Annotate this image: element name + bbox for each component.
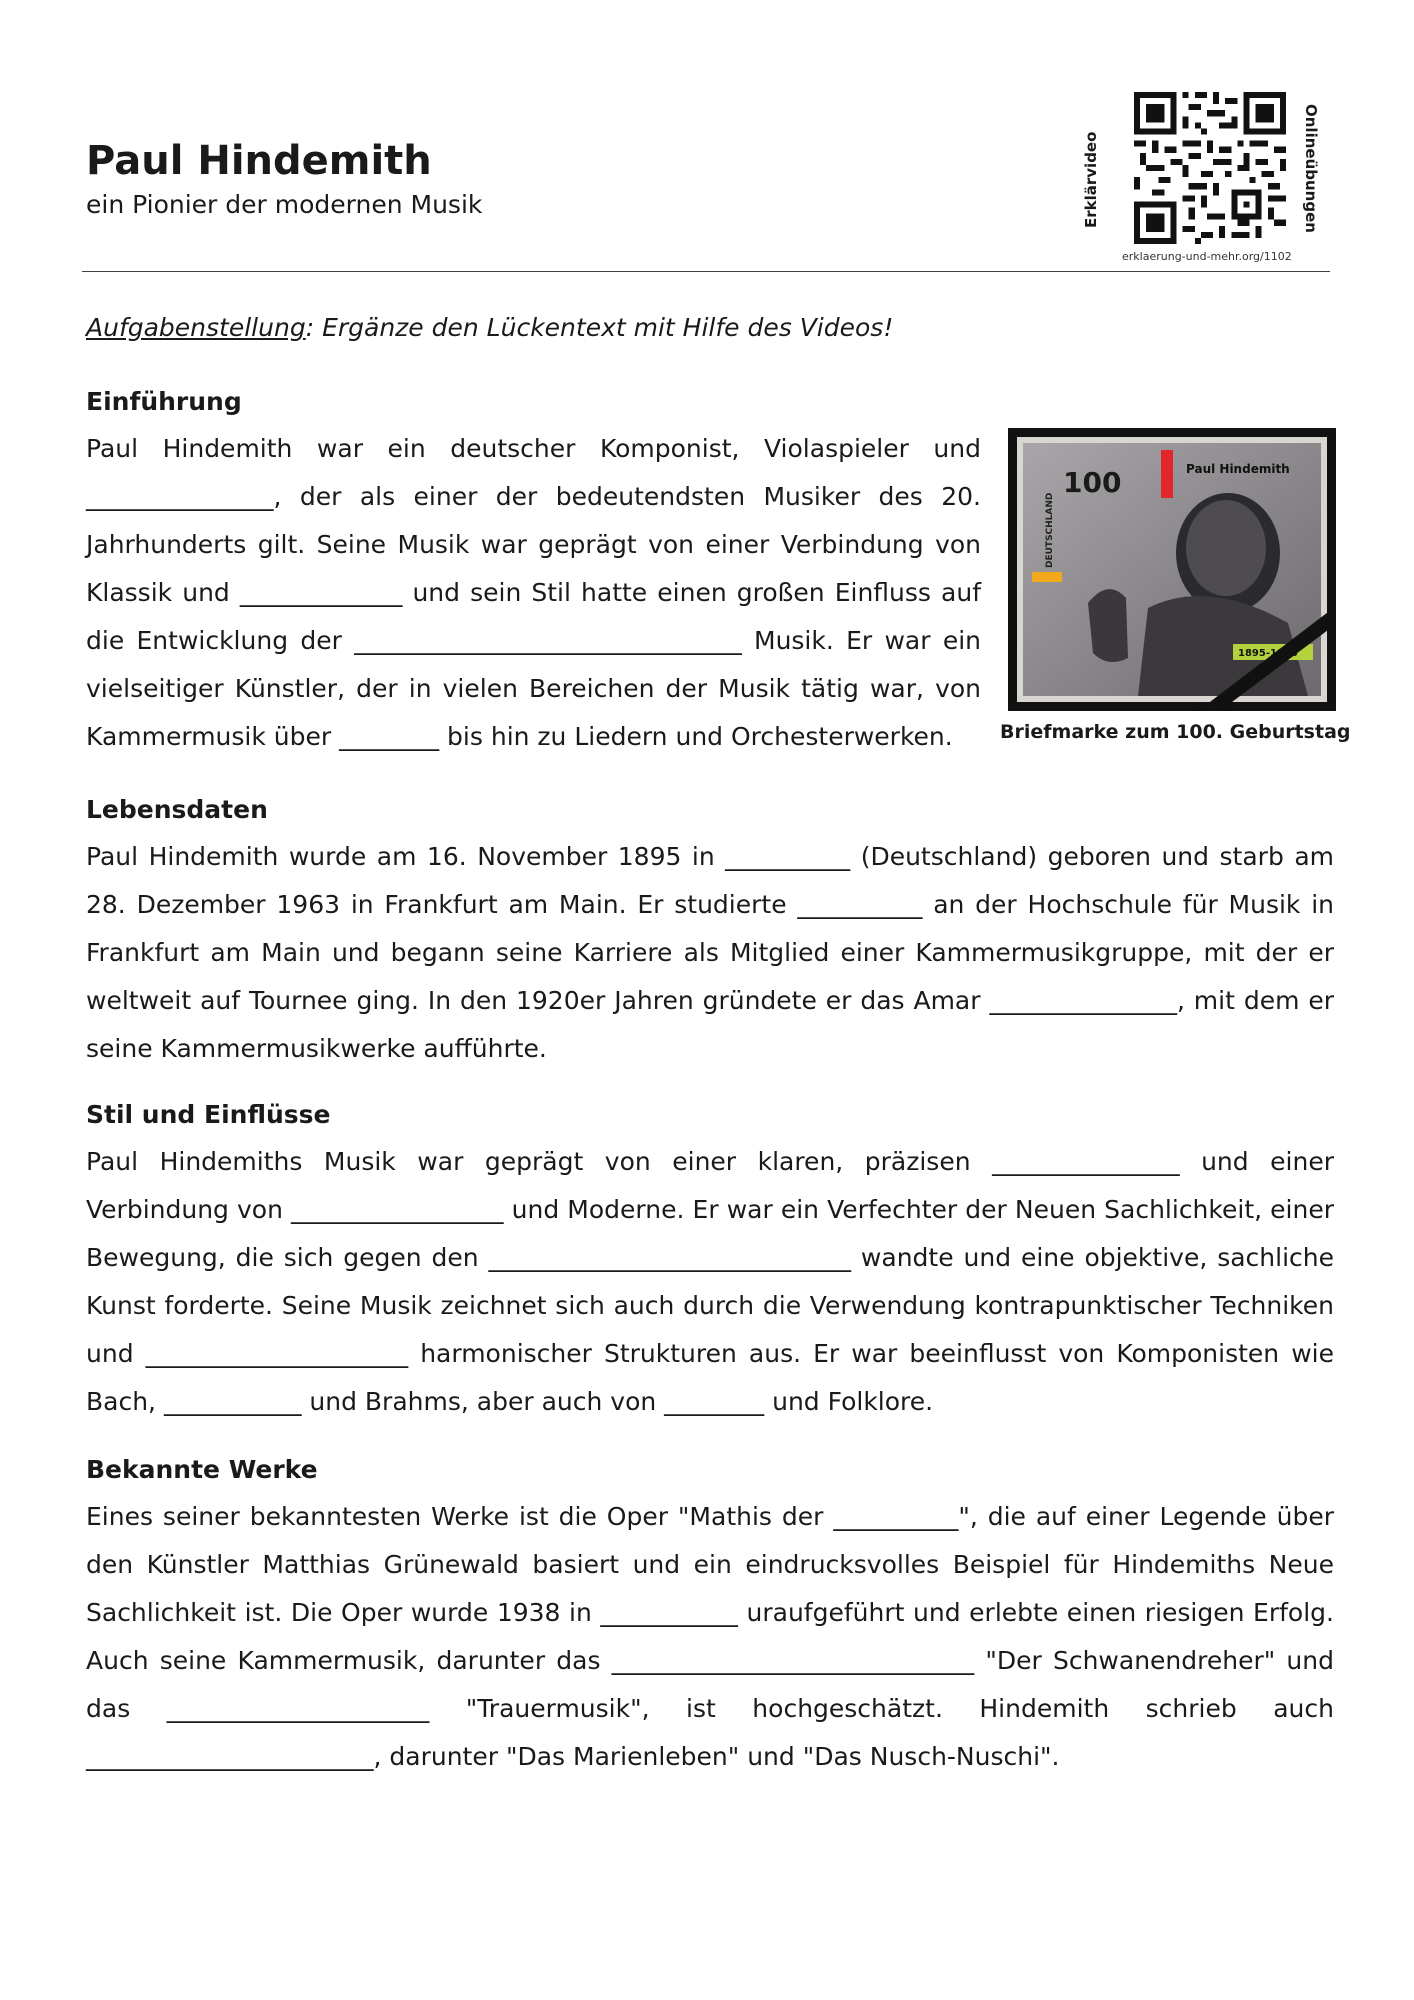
qr-code-icon[interactable] [1134, 92, 1286, 244]
section-heading-known-works: Bekannte Werke [86, 1455, 318, 1484]
section-heading-style-influences: Stil und Einflüsse [86, 1100, 331, 1129]
section-text-life-dates: Paul Hindemith wurde am 16. November 1895 in __________ (Deutschland) geboren und starb am 28. Dezember 1963 in Frankfurt am Main. Er studierte __________ an der Hochschule für Musik in Frankfurt am Main und begann seine Karriere als Mitglied einer Kammermusikgruppe, mit der er weltweit auf Tournee ging. In den 1920er Jahren gründete er das Amar _______________, mit dem er seine Kammermusikwerke aufführte. [86, 842, 1334, 1063]
stamp-country: DEUTSCHLAND [1045, 492, 1055, 568]
section-heading-introduction: Einführung [86, 387, 242, 416]
stamp-name: Paul Hindemith [1186, 462, 1290, 476]
qr-label-explainer-video: Erklärvideo [1082, 131, 1100, 228]
task-text: : Ergänze den Lückentext mit Hilfe des Videos! [305, 313, 894, 342]
section-heading-life-dates: Lebensdaten [86, 795, 268, 824]
stamp-caption: Briefmarke zum 100. Geburtstag [1000, 721, 1351, 743]
section-text-introduction: Paul Hindemith war ein deutscher Komponist, Violaspieler und _______________, der als einer der bedeutendsten Musiker des 20. Jahrhunderts gilt. Seine Musik war geprägt von einer Verbindung von Klassik und _____________ und sein Stil hatte einen großen Einfluss auf die Entwicklung der _______________________________ Musik. Er war ein vielseitiger Künstler, der in vielen Bereichen der Musik tätig war, von Kammermusik über ________ bis hin zu Liedern und Orchesterwerken. [86, 434, 981, 751]
stamp-years: 1895-1963 [1238, 648, 1298, 659]
task-label: Aufgabenstellung [86, 313, 306, 342]
page-subtitle: ein Pionier der modernen Musik [86, 190, 483, 219]
qr-url[interactable]: erklaerung-und-mehr.org/1102 [1122, 250, 1292, 263]
qr-label-online-exercises: Onlineübungen [1302, 104, 1320, 233]
stamp-value: 100 [1063, 466, 1122, 499]
task-instruction [86, 313, 893, 342]
page-title: Paul Hindemith [86, 138, 432, 184]
section-text-known-works: Eines seiner bekanntesten Werke ist die Oper "Mathis der __________", die auf einer Legende über den Künstler Matthias Grünewald basiert und ein eindrucksvolles Beispiel für Hindemiths Neue Sachlichkeit ist. Die Oper wurde 1938 in ___________ uraufgeführt und erlebte einen riesigen Erfolg. Auch seine Kammermusik, darunter das _____________________________ "Der Schwanendreher" und das _____________________ "Trauermusik", ist hochgeschätzt. Hindemith schrieb auch _______________________, darunter "Das Marienleben" und "Das Nusch-Nuschi". [86, 1502, 1334, 1771]
section-text-style-influences: Paul Hindemiths Musik war geprägt von einer klaren, präzisen _______________ und einer Verbindung von _________________ und Moderne. Er war ein Verfechter der Neuen Sachlichkeit, einer Bewegung, die sich gegen den _____________________________ wandte und eine objektive, sachliche Kunst forderte. Seine Musik zeichnet sich auch durch die Verwendung kontrapunktischer Techniken und _____________________ harmonischer Strukturen aus. Er war beeinflusst von Komponisten wie Bach, ___________ und Brahms, aber auch von ________ und Folklore. [86, 1147, 1334, 1416]
stamp-image [1008, 428, 1336, 711]
header-divider [82, 271, 1330, 272]
